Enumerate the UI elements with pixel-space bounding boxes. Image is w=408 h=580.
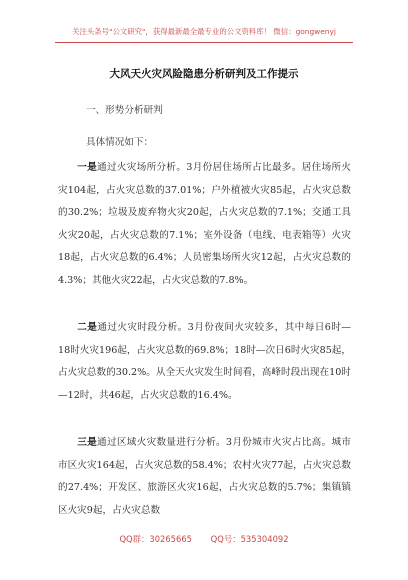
footer-contact xyxy=(0,533,408,545)
paragraph-text: 通过火灾时段分析。3月份夜间火灾较多，其中每日6时—18时火灾196起，占火灾总数的69.8%；18时—次日6时火灾85起，占火灾总数的30.2%。从全天火灾发生时间看，高峰时段出现在10时—12时，共46起，占火灾总数的16.4%。 xyxy=(58,322,351,401)
paragraph-lead: 二是 xyxy=(77,322,98,333)
header-divider xyxy=(55,42,353,43)
header-note: 关注头条号"公文研究"，获得最新最全最专业的公文资料库！ 微信：gongwenyj xyxy=(72,27,336,36)
paragraph-text: 通过区域火灾数量进行分析。3月份城市火灾占比高。城市市区火灾164起，占火灾总数的58.4%；农村火灾77起，占火灾总数的27.4%；开发区、旅游区火灾16起，占火灾总数的5.7%；集镇镇区火灾9起，占火灾总数 xyxy=(58,437,352,516)
paragraph-fire-regions xyxy=(58,432,351,522)
footer-qq-group: QQ群：30265665 xyxy=(119,534,192,544)
section-heading: 一、形势分析研判 xyxy=(86,105,163,116)
footer-qq-number: QQ号：535304092 xyxy=(210,534,289,544)
paragraph-fire-locations xyxy=(58,157,351,293)
paragraph-text: 通过火灾场所分析。3月份居住场所占比最多。居住场所火灾104起，占火灾总数的37.01%；户外植被火灾85起，占火灾总数的30.2%；垃圾及废弃物火灾20起，占火灾总数的7.1%；交通工具火灾20起，占火灾总数的7.1%；室外设备（电线、电表箱等）火灾18起，占火灾总数的6.4%；人员密集场所火灾12起，占火灾总数的4.3%；其他火灾22起，占火灾总数的7.8%。 xyxy=(58,162,352,286)
document-title: 大风天火灾风险隐患分析研判及工作提示 xyxy=(109,68,299,80)
paragraph-fire-times xyxy=(58,317,351,407)
paragraph-lead: 一是 xyxy=(77,162,98,173)
paragraph-lead: 三是 xyxy=(77,437,98,448)
intro-line: 具体情况如下： xyxy=(86,137,154,148)
